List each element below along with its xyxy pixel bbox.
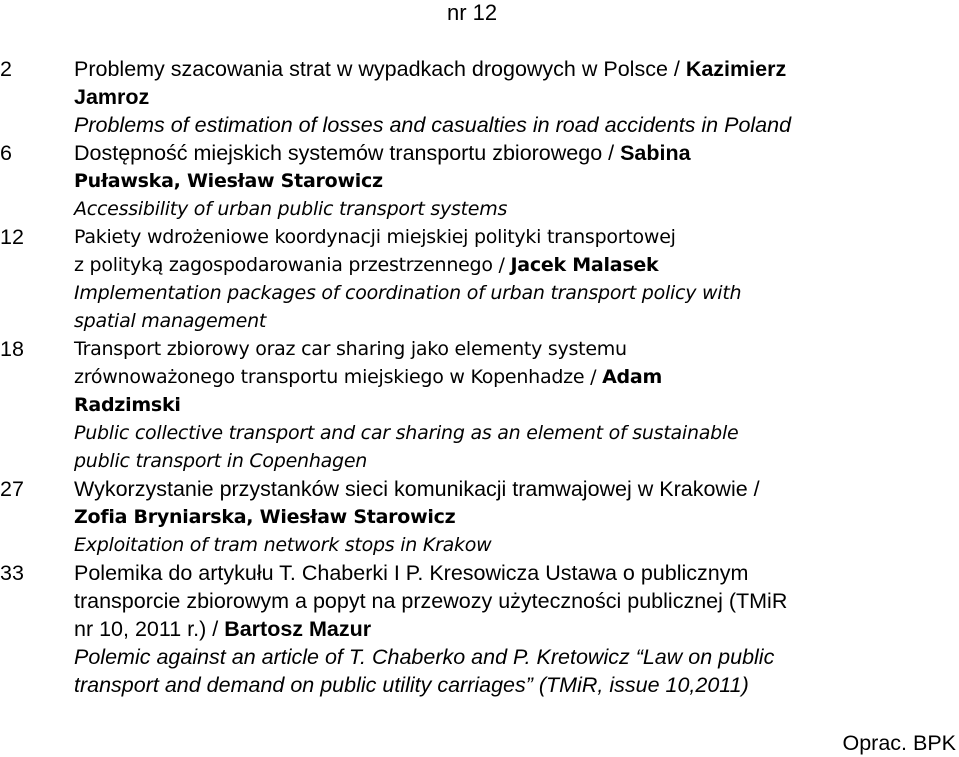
toc-entry <box>0 55 959 139</box>
title-pl <box>74 615 959 643</box>
author-line <box>74 83 959 111</box>
page-number: 6 <box>0 141 12 165</box>
title-en: Implementation packages of coordination of urban transport policy with <box>74 282 742 304</box>
toc-entry <box>0 139 959 223</box>
author: Bartosz Mazur <box>224 617 372 641</box>
author: Jacek Malasek <box>510 254 659 276</box>
title-pl: Transport zbiorowy oraz car sharing jako elementy systemu <box>74 338 627 360</box>
page-number: 2 <box>0 57 12 81</box>
title-en: spatial management <box>74 310 267 332</box>
title-pl-text: Problemy szacowania strat w wypadkach drogowych w Polsce / <box>74 57 686 81</box>
title-pl-text: Dostępność miejskich systemów transportu zbiorowego / <box>74 141 621 165</box>
author-line <box>74 391 959 419</box>
page-number: 27 <box>0 477 24 501</box>
page-number: 18 <box>0 337 24 361</box>
author: Adam <box>602 366 662 388</box>
author: Radzimski <box>74 394 181 416</box>
issue-number: nr 12 <box>447 0 498 25</box>
author-line <box>74 503 959 531</box>
page-number: 12 <box>0 225 24 249</box>
title-en: public transport in Copenhagen <box>74 450 368 472</box>
title-en: transport and demand on public utility carriages” (TMiR, issue 10,2011) <box>74 673 749 697</box>
author-line <box>74 167 959 195</box>
title-en: Accessibility of urban public transport systems <box>74 198 508 220</box>
title-pl: Pakiety wdrożeniowe koordynacji miejskiej polityki transportowej <box>74 226 676 248</box>
author: Sabina <box>620 141 691 165</box>
title-pl <box>74 139 959 167</box>
title-en: Problems of estimation of losses and casualties in road accidents in Poland <box>74 113 792 137</box>
title-pl <box>74 363 959 391</box>
title-pl: Polemika do artykułu T. Chaberki I P. Kresowicza Ustawa o publicznym <box>74 561 749 585</box>
toc-entry <box>0 559 959 699</box>
author: Jamroz <box>74 85 150 109</box>
title-pl-text: zrównoważonego transportu miejskiego w Kopenhadze / <box>74 366 603 388</box>
page-number: 33 <box>0 561 24 585</box>
title-pl <box>74 55 959 83</box>
author: Kazimierz <box>685 57 787 81</box>
title-pl <box>74 251 959 279</box>
title-pl-text: nr 10, 2011 r.) / <box>74 617 225 641</box>
title-en: Polemic against an article of T. Chaberko and P. Kretowicz “Law on public <box>74 645 775 669</box>
table-of-contents <box>0 55 959 699</box>
toc-entry <box>0 335 959 475</box>
toc-entry <box>0 223 959 335</box>
title-en: Public collective transport and car sharing as an element of sustainable <box>74 422 739 444</box>
title-pl-text: z polityką zagospodarowania przestrzennego / <box>74 254 511 276</box>
title-pl: Wykorzystanie przystanków sieci komunikacji tramwajowej w Krakowie / <box>74 477 760 501</box>
footer-credit: Oprac. BPK <box>842 731 956 755</box>
toc-entry <box>0 475 959 559</box>
author: Puławska, Wiesław Starowicz <box>74 170 383 192</box>
title-pl: transporcie zbiorowym a popyt na przewozy użyteczności publicznej (TMiR <box>74 589 788 613</box>
title-en: Exploitation of tram network stops in Krakow <box>74 534 492 556</box>
author: Zofia Bryniarska, Wiesław Starowicz <box>74 506 456 528</box>
